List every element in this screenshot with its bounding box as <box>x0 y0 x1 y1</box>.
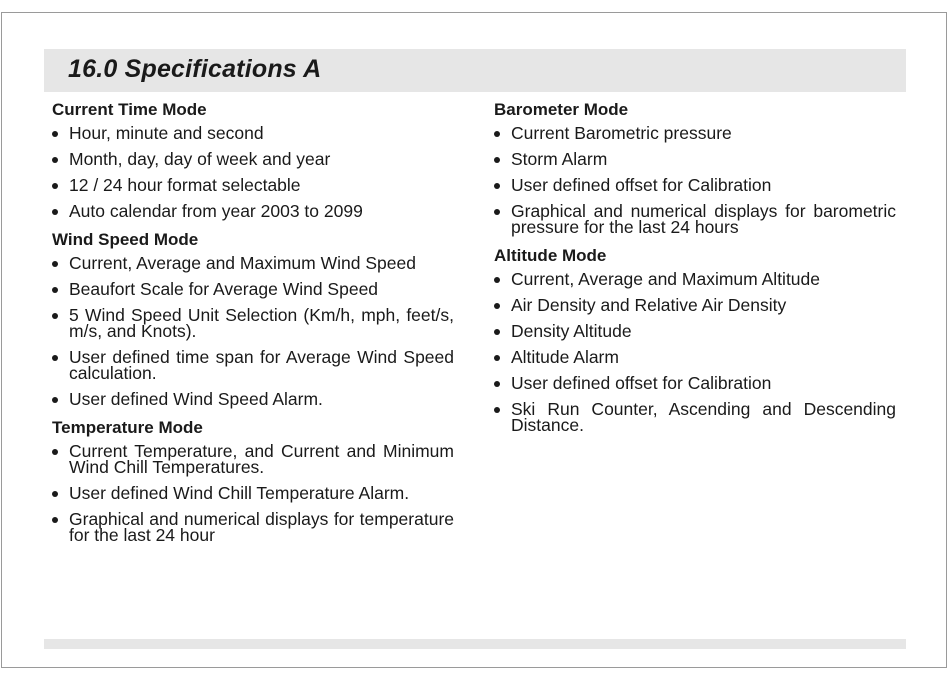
section-current-time-mode <box>52 99 454 219</box>
spec-item: User defined offset for Calibration <box>494 375 896 391</box>
spec-item: Month, day, day of week and year <box>52 151 454 167</box>
spec-item: Air Density and Relative Air Density <box>494 297 896 313</box>
section-heading: Altitude Mode <box>494 246 607 265</box>
spec-list <box>494 271 896 433</box>
spec-item: Current, Average and Maximum Wind Speed <box>52 255 454 271</box>
section-barometer-mode <box>494 99 896 235</box>
section-temperature-mode <box>52 417 454 543</box>
section-heading: Temperature Mode <box>52 418 203 437</box>
section-altitude-mode <box>494 245 896 433</box>
left-column <box>52 99 454 553</box>
spec-list <box>52 443 454 543</box>
spec-item: Auto calendar from year 2003 to 2099 <box>52 203 454 219</box>
title-band <box>44 49 906 92</box>
spec-item: User defined offset for Calibration <box>494 177 896 193</box>
spec-item: Hour, minute and second <box>52 125 454 141</box>
spec-item: User defined Wind Chill Temperature Alarm. <box>52 485 454 501</box>
spec-item: Current Temperature, and Current and Minimum Wind Chill Temperatures. <box>52 443 454 475</box>
spec-item: Density Altitude <box>494 323 896 339</box>
spec-list <box>52 255 454 407</box>
right-column <box>494 99 896 443</box>
spec-item: 12 / 24 hour format selectable <box>52 177 454 193</box>
spec-item: Beaufort Scale for Average Wind Speed <box>52 281 454 297</box>
bottom-bar <box>44 639 906 649</box>
section-wind-speed-mode <box>52 229 454 407</box>
spec-item: Current Barometric pressure <box>494 125 896 141</box>
spec-item: Altitude Alarm <box>494 349 896 365</box>
section-heading: Barometer Mode <box>494 100 629 119</box>
spec-item: Current, Average and Maximum Altitude <box>494 271 896 287</box>
spec-item: 5 Wind Speed Unit Selection (Km/h, mph, feet/s, m/s, and Knots). <box>52 307 454 339</box>
spec-item: Graphical and numerical displays for barometric pressure for the last 24 hours <box>494 203 896 235</box>
section-heading: Current Time Mode <box>52 100 207 119</box>
spec-item: User defined Wind Speed Alarm. <box>52 391 454 407</box>
spec-item: Storm Alarm <box>494 151 896 167</box>
spec-item: Ski Run Counter, Ascending and Descending Distance. <box>494 401 896 433</box>
spec-list <box>52 125 454 219</box>
section-heading: Wind Speed Mode <box>52 230 199 249</box>
spec-list <box>494 125 896 235</box>
spec-item: User defined time span for Average Wind Speed calculation. <box>52 349 454 381</box>
spec-item: Graphical and numerical displays for temperature for the last 24 hour <box>52 511 454 543</box>
page-title: 16.0 Specifications A <box>68 55 322 83</box>
